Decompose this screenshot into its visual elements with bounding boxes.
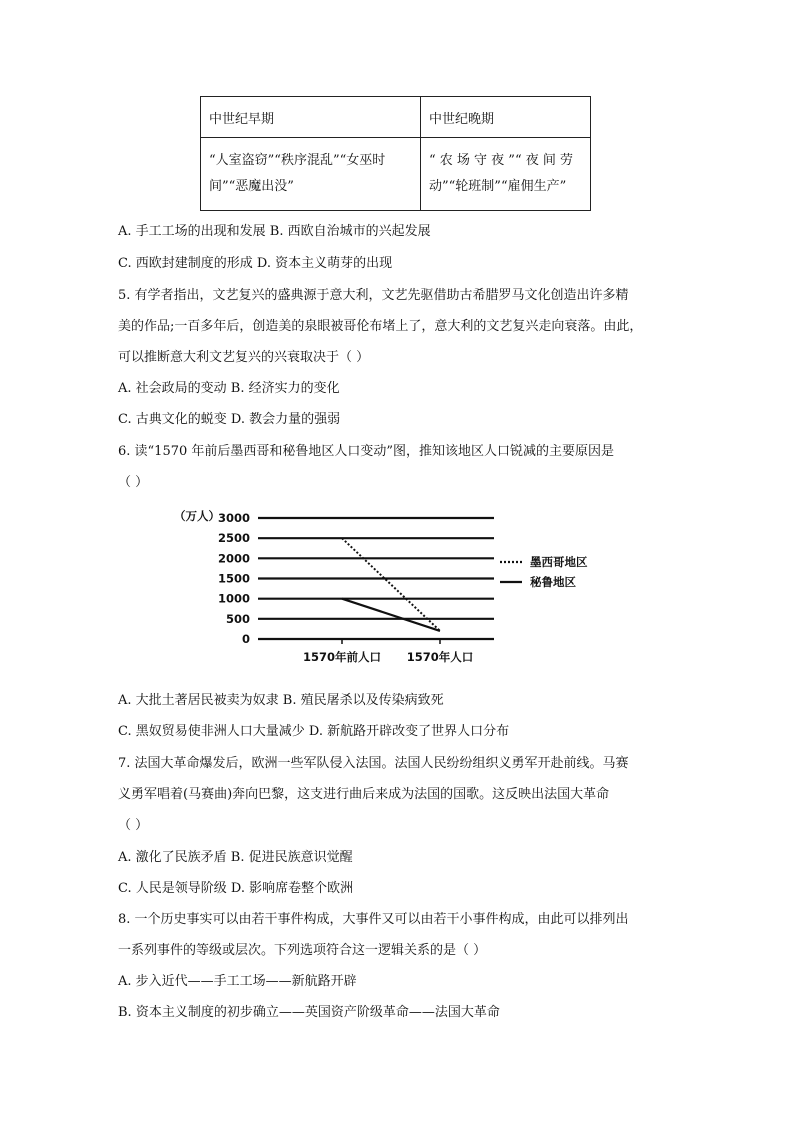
cell-line: “ 农 场 守 夜 ”“ 夜 间 劳 [429,153,573,168]
legend-label: 墨西哥地区 [530,555,588,569]
table-cell-early [201,138,421,211]
q6-stem-line: （ ） [118,475,149,490]
y-tick-label: 0 [241,632,250,646]
q7-option-cd: C. 人民是领导阶级 D. 影响席卷整个欧洲 [118,881,354,896]
cell-line: 间”“恶魔出没” [209,179,294,194]
population-chart [160,500,640,675]
y-tick-label: 500 [225,611,250,626]
series-line [342,538,440,631]
q5-option-cd: C. 古典文化的蜕变 D. 教会力量的强弱 [118,412,341,427]
table-header-late: 中世纪晚期 [421,97,591,138]
q8-stem-line: 8. 一个历史事实可以由若干事件构成，大事件又可以由若干小事件构成，由此可以排列出 [118,912,629,927]
x-tick-label: 1570年前人口 [302,650,382,664]
y-axis-label: （万人） [174,509,220,523]
q5-option-ab: A. 社会政局的变动 B. 经济实力的变化 [118,381,340,396]
q5-stem-line: 美的作品;一百多年后，创造美的泉眼被哥伦布堵上了，意大利的文艺复兴走向衰落。由此， [118,319,643,334]
cell-line: “人室盗窃”“秩序混乱”“女巫时 [209,153,386,168]
y-tick-label: 3000 [217,511,250,525]
y-tick-labels [218,511,250,646]
q6-option-cd: C. 黑奴贸易使非洲人口大量减少 D. 新航路开辟改变了世界人口分布 [118,724,510,739]
q5-stem-line: 可以推断意大利文艺复兴的兴衰取决于（ ） [118,350,370,365]
chart-series [342,538,440,631]
q6-option-ab: A. 大批土著居民被卖为奴隶 B. 殖民屠杀以及传染病致死 [118,693,444,708]
q7-stem-line: （ ） [118,818,149,833]
table-cell-late [421,138,591,211]
q7-stem-line: 义勇军唱着(马赛曲)奔向巴黎，这支进行曲后来成为法国的国歌。这反映出法国大革命 [118,787,610,802]
q5-stem-line: 5. 有学者指出，文艺复兴的盛典源于意大利，文艺先驱借助古希腊罗马文化创造出许多精 [118,288,629,303]
q4-option-cd: C. 西欧封建制度的形成 D. 资本主义萌芽的出现 [118,256,393,271]
q6-stem-line: 6. 读“1570 年前后墨西哥和秘鲁地区人口变动”图，推知该地区人口锐减的主要原因是 [118,444,615,459]
legend-label: 秘鲁地区 [530,575,576,589]
q7-option-ab: A. 激化了民族矛盾 B. 促进民族意识觉醒 [118,850,353,865]
q7-stem-line: 7. 法国大革命爆发后，欧洲一些军队侵入法国。法国人民纷纷组织义勇军开赴前线。马赛 [118,756,629,771]
y-tick-label: 2000 [217,551,250,566]
q8-stem-line: 一系列事件的等级或层次。下列选项符合这一逻辑关系的是（ ） [118,943,487,958]
q4-table [200,96,591,211]
chart-legend [500,555,588,589]
q4-option-ab: A. 手工工场的出现和发展 B. 西欧自治城市的兴起发展 [118,224,431,239]
y-tick-label: 1500 [217,571,250,586]
x-tick-label: 1570年人口 [406,650,474,664]
q8-option-a: A. 步入近代——手工工场——新航路开辟 [118,974,357,989]
cell-line: 动”“轮班制”“雇佣生产” [429,179,567,194]
chart-grid [258,518,494,639]
q8-option-b: B. 资本主义制度的初步确立——英国资产阶级革命——法国大革命 [118,1005,500,1020]
y-tick-label: 1000 [217,591,250,606]
y-tick-label: 2500 [217,531,250,546]
x-tick-labels [303,639,473,664]
table-header-early: 中世纪早期 [201,97,421,138]
series-line [342,599,440,631]
